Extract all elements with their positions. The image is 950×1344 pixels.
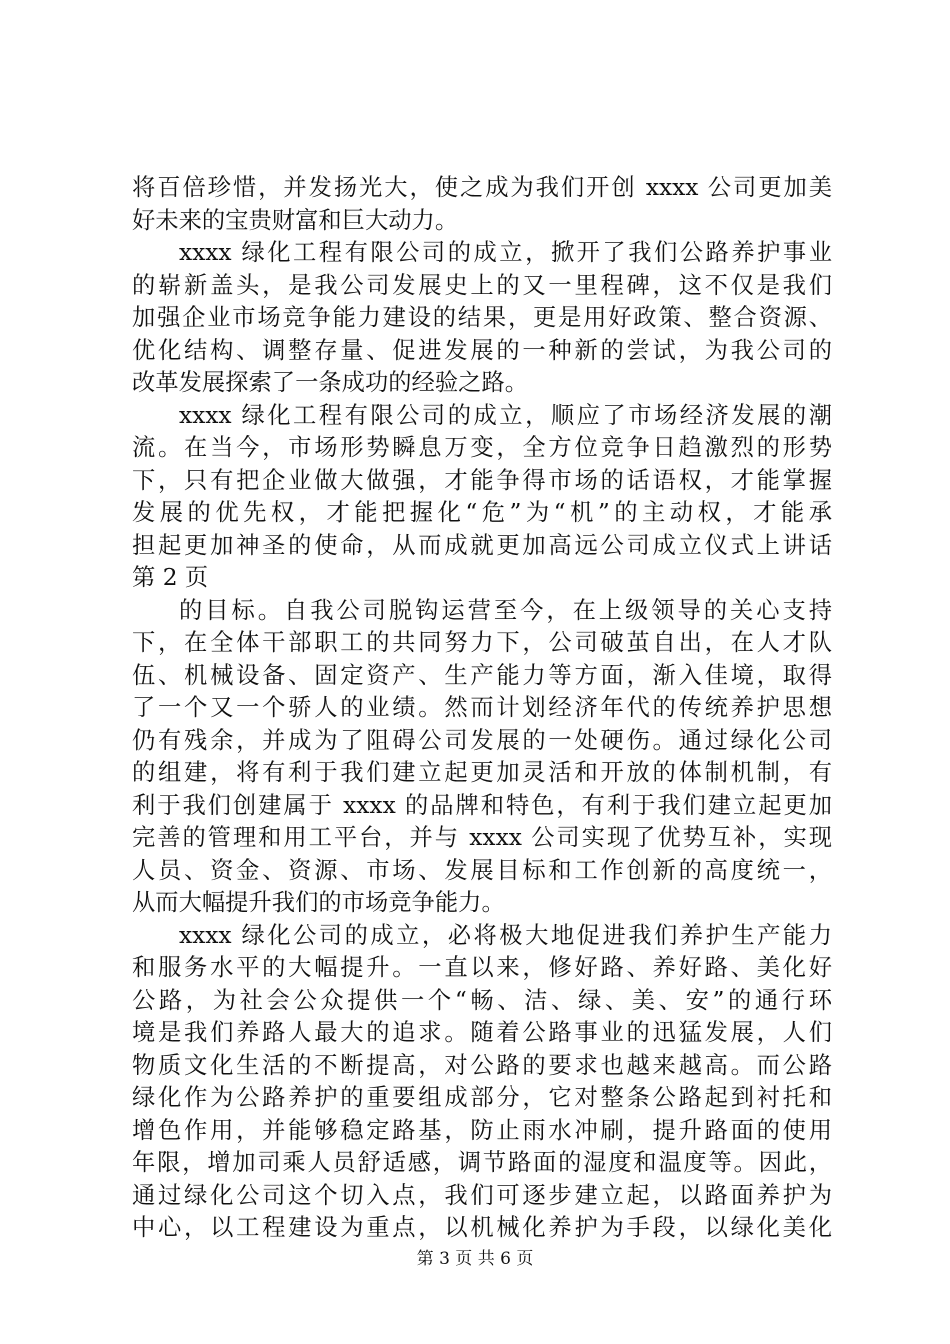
text-line: 增色作用，并能够稳定路基，防止雨水冲刷，提升路面的使用 [132, 1116, 832, 1144]
text-line: 改革发展探索了一条成功的经验之路。 [132, 369, 529, 396]
text-line: 的目标。自我公司脱钩运营至今，在上级领导的关心支持 [179, 596, 832, 624]
text-line: 加强企业市场竞争能力建设的结果，更是用好政策、整合资源、 [132, 304, 832, 331]
text-line: 通过绿化公司这个切入点，我们可逐步建立起，以路面养护为 [132, 1181, 832, 1209]
text-line: 第 2 页 [132, 564, 209, 591]
text-line: 的崭新盖头，是我公司发展史上的又一里程碑，这不仅是我们 [132, 271, 832, 299]
text-line: xxxx 绿化工程有限公司的成立，顺应了市场经济发展的潮 [179, 401, 832, 429]
text-line: xxxx 绿化公司的成立，必将极大地促进我们养护生产能力 [179, 921, 832, 949]
text-line: 利于我们创建属于 xxxx 的品牌和特色，有利于我们建立起更加 [132, 791, 832, 819]
text-line: 担起更加神圣的使命，从而成就更加高远公司成立仪式上讲话 [132, 531, 832, 559]
text-line: 下，在全体干部职工的共同努力下，公司破茧自出，在人才队 [132, 629, 832, 656]
text-line: 优化结构、调整存量、促进发展的一种新的尝试，为我公司的 [132, 336, 832, 364]
text-line: 中心，以工程建设为重点，以机械化养护为手段，以绿化美化 [132, 1214, 832, 1241]
text-line: 年限，增加司乘人员舒适感，调节路面的湿度和温度等。因此， [132, 1149, 832, 1176]
body-text [132, 172, 832, 1245]
page-footer: 第 3 页 共 6 页 [416, 1249, 534, 1269]
text-line: xxxx 绿化工程有限公司的成立，掀开了我们公路养护事业 [179, 239, 832, 266]
text-line: 流。在当今，市场形势瞬息万变，全方位竞争日趋激烈的形势 [132, 434, 832, 461]
text-line: 境是我们养路人最大的追求。随着公路事业的迅猛发展，人们 [132, 1019, 832, 1046]
text-line: 从而大幅提升我们的市场竞争能力。 [132, 889, 505, 916]
text-line: 仍有残余，并成为了阻碍公司发展的一处硬伤。通过绿化公司 [132, 726, 832, 754]
text-line: 绿化作为公路养护的重要组成部分，它对整条公路起到衬托和 [132, 1084, 832, 1111]
text-line: 下，只有把企业做大做强，才能争得市场的话语权，才能掌握 [132, 466, 832, 494]
text-line: 完善的管理和用工平台，并与 xxxx 公司实现了优势互补，实现 [132, 824, 832, 851]
text-line: 的组建，将有利于我们建立起更加灵活和开放的体制机制，有 [132, 759, 832, 786]
text-line: 发展的优先权，才能把握化“危”为“机”的主动权，才能承 [132, 499, 832, 526]
text-line: 了一个又一个骄人的业绩。然而计划经济年代的传统养护思想 [132, 694, 832, 721]
text-line: 人员、资金、资源、市场、发展目标和工作创新的高度统一， [132, 856, 832, 884]
text-line: 伍、机械设备、固定资产、生产能力等方面，渐入佳境，取得 [132, 661, 832, 689]
text-line: 将百倍珍惜，并发扬光大，使之成为我们开创 xxxx 公司更加美 [132, 174, 832, 201]
text-line: 物质文化生活的不断提高，对公路的要求也越来越高。而公路 [132, 1051, 832, 1079]
text-line: 和服务水平的大幅提升。一直以来，修好路、养好路、美化好 [132, 954, 832, 981]
text-line: 好未来的宝贵财富和巨大动力。 [132, 206, 459, 234]
text-line: 公路，为社会公众提供一个“畅、洁、绿、美、安”的通行环 [132, 986, 832, 1014]
